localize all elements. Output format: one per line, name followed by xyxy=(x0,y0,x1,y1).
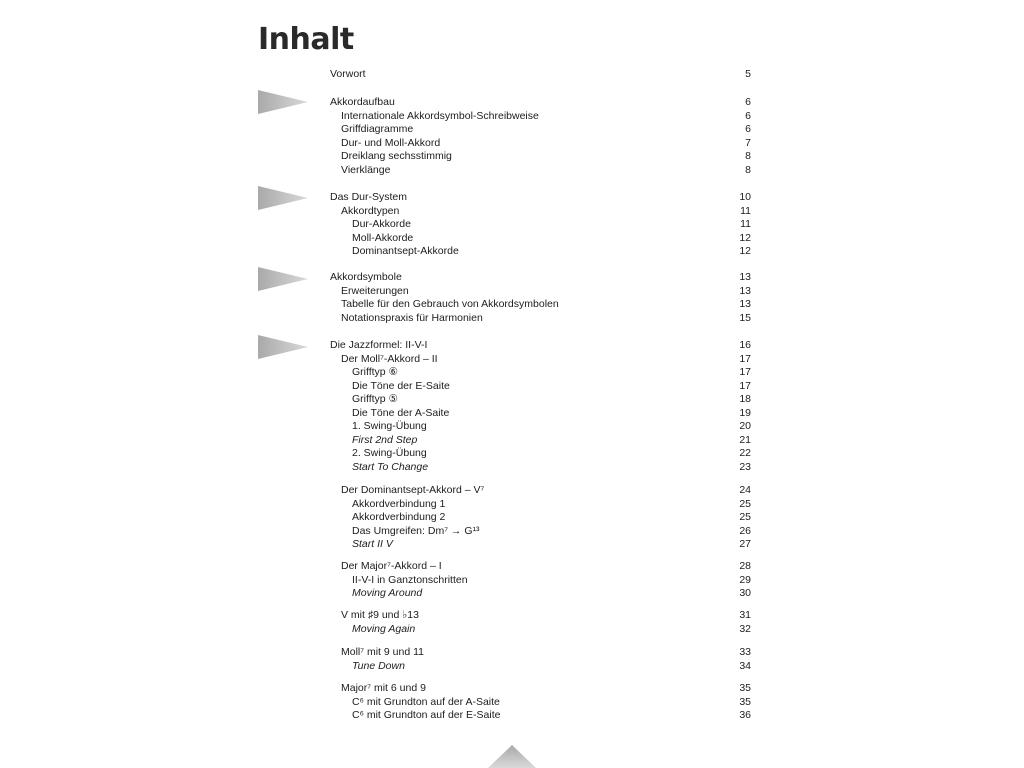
toc-entry-label: II-V-I in Ganztonschritten xyxy=(352,573,468,586)
toc-entry-label: Akkordverbindung 2 xyxy=(352,511,446,523)
toc-entry-label: C⁶ mit Grundton auf der E-Saite xyxy=(352,709,501,721)
toc-entry xyxy=(352,574,751,588)
triangle-marker-icon xyxy=(258,186,308,210)
toc-entry-label: Akkordtypen xyxy=(341,204,400,217)
toc-entry-label: 2. Swing-Übung xyxy=(352,447,427,459)
toc-entry-label: Der Dominantsept-Akkord – V⁷ xyxy=(341,484,485,496)
triangle-marker-icon xyxy=(488,745,536,768)
toc-page-number: 25 xyxy=(739,497,751,510)
toc-page-number: 11 xyxy=(740,204,751,217)
toc-page-number: 10 xyxy=(739,191,751,203)
toc-entry-label: Die Jazzformel: II-V-I xyxy=(330,339,428,351)
toc-page-number: 21 xyxy=(739,433,751,446)
toc-page-number: 23 xyxy=(739,460,751,473)
toc-entry xyxy=(330,68,751,82)
toc-entry-label: Die Töne der E-Saite xyxy=(352,379,450,392)
toc-entry xyxy=(352,245,751,259)
toc-entry xyxy=(352,407,751,421)
triangle-marker-icon xyxy=(258,267,308,291)
toc-page-number: 12 xyxy=(739,245,751,257)
toc-entry-label: Dur- und Moll-Akkord xyxy=(341,136,441,149)
toc-page-number: 8 xyxy=(745,163,751,176)
toc-entry xyxy=(352,380,751,394)
toc-page-number: 29 xyxy=(739,573,751,586)
toc-page-number: 17 xyxy=(739,379,751,392)
toc-entry-label: Moll-Akkorde xyxy=(352,231,414,244)
toc-page-number: 13 xyxy=(739,298,751,310)
toc-entry-label: 1. Swing-Übung xyxy=(352,420,427,432)
toc-entry xyxy=(341,137,751,151)
triangle-marker-icon xyxy=(258,90,308,114)
toc-entry xyxy=(352,393,751,407)
toc-entry-label: Grifftyp ⑤ xyxy=(352,393,398,405)
toc-entry-label: V mit ♯9 und ♭13 xyxy=(341,609,419,621)
triangle-marker-icon xyxy=(258,335,308,359)
toc-entry-label: Moving Again xyxy=(352,622,416,635)
toc-entry xyxy=(341,298,751,312)
toc-page-number: 36 xyxy=(739,709,751,721)
toc-entry-label: Moving Around xyxy=(352,587,423,599)
toc-entry xyxy=(330,339,751,353)
toc-entry-label: Dur-Akkorde xyxy=(352,218,411,230)
toc-entry xyxy=(341,123,751,137)
toc-entry-label: Start To Change xyxy=(352,460,429,473)
toc-entry-label: C⁶ mit Grundton auf der A-Saite xyxy=(352,695,500,708)
toc-entry xyxy=(352,623,751,637)
toc-entry xyxy=(341,609,751,623)
toc-page-number: 6 xyxy=(745,96,751,108)
toc-entry-label: Notationspraxis für Harmonien xyxy=(341,311,483,324)
toc-entry xyxy=(341,150,751,164)
page-title: Inhalt xyxy=(258,22,354,57)
toc-entry xyxy=(352,447,751,461)
toc-entry xyxy=(352,660,751,674)
toc-entry-label: Vierklänge xyxy=(341,163,391,176)
toc-page-number: 18 xyxy=(739,393,751,405)
toc-entry xyxy=(352,587,751,601)
toc-entry xyxy=(341,560,751,574)
toc-page-number: 12 xyxy=(739,231,751,244)
toc-entry-label: Griffdiagramme xyxy=(341,123,414,135)
toc-page-number: 22 xyxy=(739,447,751,459)
toc-entry-label: Akkordaufbau xyxy=(330,96,395,108)
toc-entry-label: First 2nd Step xyxy=(352,433,418,446)
toc-page-number: 17 xyxy=(739,352,751,365)
toc-entry xyxy=(352,232,751,246)
toc-entry xyxy=(352,696,751,710)
toc-page-number: 19 xyxy=(739,406,751,419)
toc-page-number: 13 xyxy=(739,271,751,283)
toc-page-number: 26 xyxy=(739,524,751,537)
toc-entry-label: Der Moll⁷-Akkord – II xyxy=(341,352,438,365)
toc-page-number: 35 xyxy=(739,682,751,694)
toc-page-number: 11 xyxy=(740,218,751,230)
toc-page-number: 6 xyxy=(745,109,751,122)
toc-entry xyxy=(341,484,751,498)
toc-entry-label: Erweiterungen xyxy=(341,284,409,297)
toc-entry-label: Das Umgreifen: Dm⁷ → G¹³ xyxy=(352,524,480,537)
toc-entry-label: Internationale Akkordsymbol-Schreibweise xyxy=(341,109,539,122)
toc-entry xyxy=(352,709,751,723)
toc-page-number: 7 xyxy=(745,136,751,149)
toc-page-number: 28 xyxy=(739,560,751,572)
toc-entry-label: Dominantsept-Akkorde xyxy=(352,245,459,257)
toc-entry-label: Akkordverbindung 1 xyxy=(352,497,446,510)
toc-page-number: 17 xyxy=(739,366,751,378)
toc-entry-label: Akkordsymbole xyxy=(330,271,402,283)
toc-entry-label: Das Dur-System xyxy=(330,191,408,203)
toc-entry-label: Start II V xyxy=(352,538,393,550)
toc-entry xyxy=(352,498,751,512)
toc-entry xyxy=(341,164,751,178)
toc-entry xyxy=(352,461,751,475)
toc-entry xyxy=(330,191,751,205)
toc-entry xyxy=(352,366,751,380)
toc-page-number: 35 xyxy=(739,695,751,708)
toc-entry xyxy=(352,434,751,448)
toc-page-number: 20 xyxy=(739,420,751,432)
toc-entry-label: Tabelle für den Gebrauch von Akkordsymbolen xyxy=(341,298,559,310)
toc-entry xyxy=(341,646,751,660)
toc-entry xyxy=(341,205,751,219)
toc-entry xyxy=(330,96,751,110)
toc-page-number: 6 xyxy=(745,123,751,135)
toc-page-number: 24 xyxy=(739,484,751,496)
toc-page-number: 5 xyxy=(745,68,751,80)
toc-page-number: 8 xyxy=(745,150,751,162)
toc-entry-label: Vorwort xyxy=(330,68,366,80)
toc-entry-label: Der Major⁷-Akkord – I xyxy=(341,560,442,572)
toc-entry-label: Moll⁷ mit 9 und 11 xyxy=(341,646,424,658)
toc-page-number: 16 xyxy=(739,339,751,351)
toc-entry xyxy=(341,682,751,696)
toc-page-number: 31 xyxy=(739,609,751,621)
toc-page-number: 34 xyxy=(739,659,751,672)
toc-entry xyxy=(330,271,751,285)
toc-page-number: 13 xyxy=(739,284,751,297)
toc-entry xyxy=(352,511,751,525)
toc-entry xyxy=(352,538,751,552)
toc-entry xyxy=(341,312,751,326)
toc-entry xyxy=(341,285,751,299)
toc-entry-label: Dreiklang sechsstimmig xyxy=(341,150,452,162)
toc-page-number: 30 xyxy=(739,587,751,599)
toc-entry xyxy=(352,218,751,232)
toc-entry xyxy=(341,353,751,367)
toc-entry-label: Grifftyp ⑥ xyxy=(352,366,398,378)
toc-page-number: 25 xyxy=(739,511,751,523)
toc-entry xyxy=(341,110,751,124)
toc-page-number: 33 xyxy=(739,646,751,658)
toc-entry-label: Tune Down xyxy=(352,659,405,672)
toc-page-number: 32 xyxy=(739,622,751,635)
toc-page-number: 15 xyxy=(739,311,751,324)
toc-page-number: 27 xyxy=(739,538,751,550)
toc-entry xyxy=(352,420,751,434)
toc-entry-label: Die Töne der A-Saite xyxy=(352,406,450,419)
toc-entry-label: Major⁷ mit 6 und 9 xyxy=(341,682,426,694)
toc-entry xyxy=(352,525,751,539)
